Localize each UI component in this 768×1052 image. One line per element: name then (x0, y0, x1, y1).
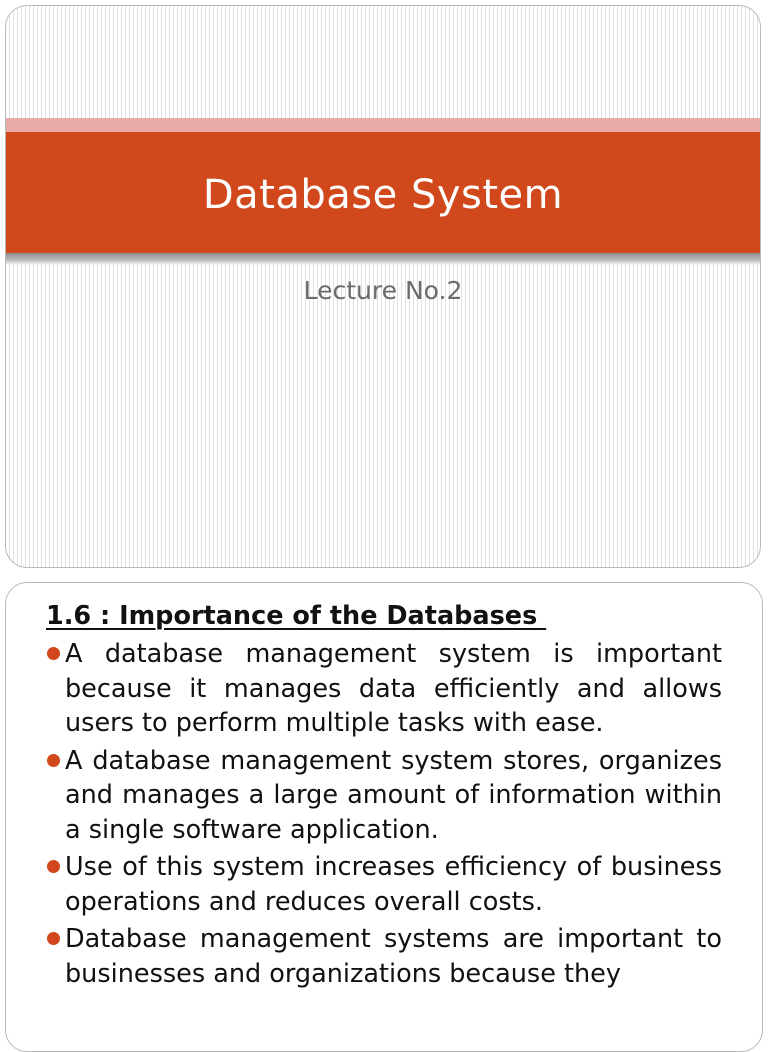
slide-subtitle: Lecture No.2 (303, 276, 463, 305)
bullet-text: Database management systems are important to businesses and organizations because they (65, 924, 722, 989)
title-band-highlight (6, 118, 760, 132)
bullet-text: A database management system stores, organizes and manages a large amount of information within a single software application. (65, 745, 722, 845)
title-band-shadow (6, 253, 760, 265)
content-slide (5, 582, 763, 1052)
bullet-text: Use of this system increases efficiency of business operations and reduces overall costs. (65, 852, 722, 917)
list-item (46, 744, 722, 848)
title-slide (5, 5, 761, 568)
bullet-dot-icon (47, 647, 60, 660)
list-item (46, 637, 722, 741)
slide-title: Database System (202, 171, 564, 218)
list-item (46, 850, 722, 919)
bullet-text: A database management system is important because it manages data efficiently and allows users to perform multiple tasks with ease. (65, 639, 722, 738)
section-heading: 1.6 : Importance of the Databases (46, 601, 547, 631)
bullet-dot-icon (47, 754, 60, 767)
bullet-list (46, 637, 722, 994)
bullet-dot-icon (47, 860, 60, 873)
list-item (46, 922, 722, 991)
title-band (6, 132, 760, 253)
bullet-dot-icon (47, 932, 60, 945)
